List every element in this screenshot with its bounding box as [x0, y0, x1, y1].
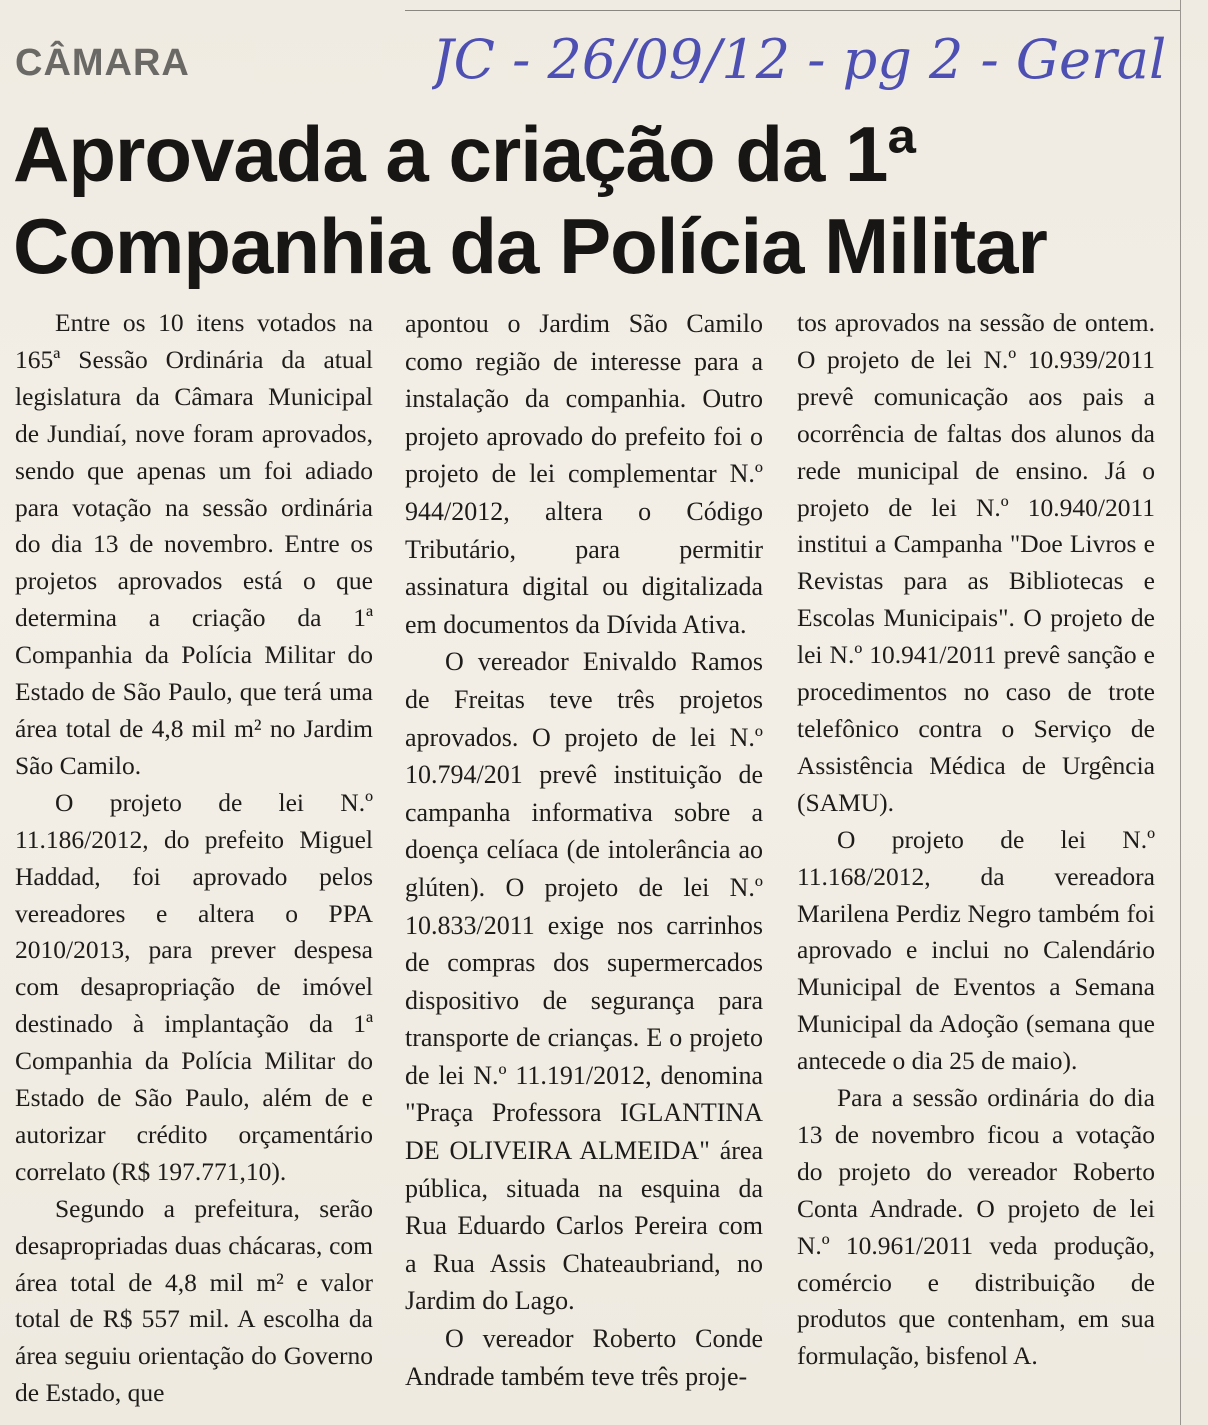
section-label: CÂMARA [15, 42, 190, 84]
paragraph: O vereador Roberto Conde Andrade também teve três proje- [405, 1324, 763, 1391]
headline-line-1: Aprovada a criação da 1ª [13, 110, 916, 198]
handwritten-note-text: JC - 26/09/12 - pg 2 - Geral [432, 28, 1167, 91]
headline-line-2: Companhia da Polícia Militar [13, 202, 1047, 290]
paragraph: apontou o Jardim São Camilo como região de interesse para a instalação da companhia. Outro projeto aprovado do prefeito foi o projeto de lei complementar N.º 944/2012, altera o Código Tributário, para permitir assinatura digital ou digitalizada em documentos da Dívida Ativa. [405, 309, 763, 639]
paragraph: O projeto de lei N.º 11.186/2012, do prefeito Miguel Haddad, foi aprovado pelos vereadores e altera o PPA 2010/2013, para prever despesa com desapropriação de imóvel destinado à implantação da 1ª Companhia da Polícia Militar do Estado de São Paulo, além de e autorizar crédito orçamentário correlato (R$ 197.771,10). [15, 787, 373, 1186]
top-border-line [405, 10, 1180, 11]
right-border-line [1180, 0, 1181, 1425]
paragraph: O projeto de lei N.º 11.168/2012, da vereadora Marilena Perdiz Negro também foi aprovado e inclui no Calendário Municipal de Eventos a Semana Municipal da Adoção (semana que antecede o dia 25 de maio). [797, 824, 1155, 1076]
handwritten-date-note [432, 22, 1172, 100]
article-column-1 [15, 305, 373, 1412]
paragraph: Entre os 10 itens votados na 165ª Sessão Ordinária da atual legislatura da Câmara Municipal de Jundiaí, nove foram aprovados, sendo que apenas um foi adiado para votação na sessão ordinária do dia 13 de novembro. Entre os projetos aprovados está o que determina a criação da 1ª Companhia da Polícia Militar do Estado de São Paulo, que terá uma área total de 4,8 mil m² no Jardim São Camilo. [15, 308, 373, 780]
paragraph: Segundo a prefeitura, serão desapropriadas duas chácaras, com área total de 4,8 mil m² e valor total de R$ 557 mil. A escolha da área seguiu orientação do Governo de Estado, que [15, 1193, 373, 1408]
headline [13, 108, 1173, 292]
article-column-2 [405, 305, 763, 1395]
article-column-3 [797, 305, 1155, 1375]
paragraph: O vereador Enivaldo Ramos de Freitas teve três projetos aprovados. O projeto de lei N.º 10.794/201 prevê instituição de campanha informativa sobre a doença celíaca (de intolerância ao glúten). O projeto de lei N.º 10.833/2011 exige nos carrinhos de compras dos supermercados dispositivo de segurança para transporte de crianças. E o projeto de lei N.º 11.191/2012, denomina "Praça Professora IGLANTINA DE OLIVEIRA ALMEIDA" área pública, situada na esquina da Rua Eduardo Carlos Pereira com a Rua Assis Chateaubriand, no Jardim do Lago. [405, 647, 763, 1316]
paragraph: tos aprovados na sessão de ontem. O projeto de lei N.º 10.939/2011 prevê comunicação aos pais a ocorrência de faltas dos alunos da rede municipal de ensino. Já o projeto de lei N.º 10.940/2011 institui a Campanha "Doe Livros e Revistas para as Bibliotecas e Escolas Municipais". O projeto de lei N.º 10.941/2011 prevê sanção e procedimentos no caso de trote telefônico contra o Serviço de Assistência Médica de Urgência (SAMU). [797, 308, 1155, 817]
paragraph: Para a sessão ordinária do dia 13 de novembro ficou a votação do projeto do vereador Roberto Conta Andrade. O projeto de lei N.º 10.961/2011 veda produção, comércio e distribuição de produtos que contenham, em sua formulação, bisfenol A. [797, 1083, 1155, 1371]
